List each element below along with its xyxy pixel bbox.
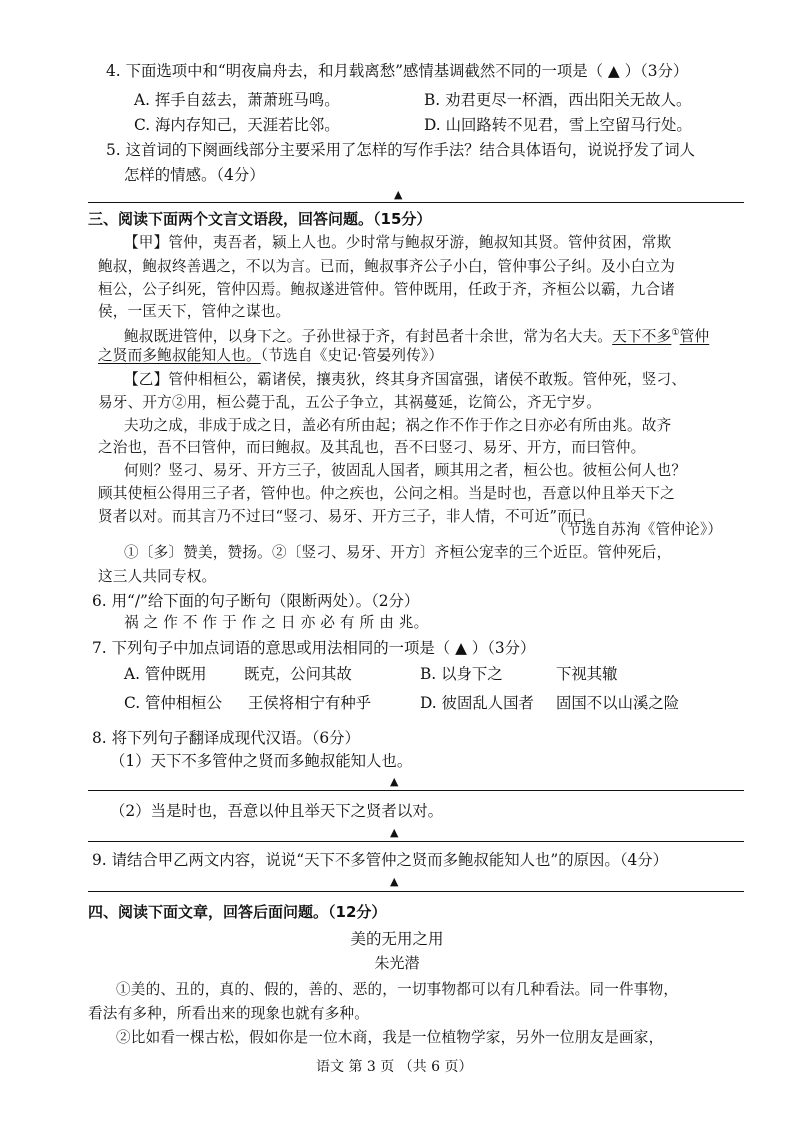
notes-line2: 这三人共同专权。	[98, 568, 217, 585]
jia-paragraph2-line1	[124, 323, 709, 347]
answer-line	[88, 841, 744, 842]
answer-mark: ▲	[394, 188, 403, 201]
q7-stem: 7. 下列句子中加点词语的意思或用法相同的一项是（ ▲ ）（3分）	[92, 639, 536, 657]
jia-paragraph2-line2	[98, 346, 443, 366]
answer-line	[88, 790, 744, 791]
q8-sentence-1: （1）天下不多管仲之贤而多鲍叔能知人也。	[110, 752, 413, 770]
answer-line	[88, 202, 744, 203]
yi-line: 易牙、开方②用，桓公薨于乱，五公子争立，其祸蔓延，讫简公，齐无宁岁。	[98, 394, 601, 411]
yi-source: （节选自苏洵《管仲论》）	[552, 521, 723, 538]
answer-line	[88, 891, 744, 892]
answer-mark: ▲	[390, 775, 399, 788]
article-paragraph-1-line1: ①美的、丑的，真的、假的，善的、恶的，一切事物都可以有几种看法。同一件事物，	[116, 981, 679, 998]
yi-line: 夫功之成，非成于成之日，盖必有所由起；祸之作不作于作之日亦必有所由兆。故齐	[124, 417, 672, 434]
yi-line: 何则？竖刁、易牙、开方三子，彼固乱人国者，顾其用之者，桓公也。彼桓公何人也？	[124, 462, 687, 479]
footnote-marker: ①	[671, 328, 680, 338]
article-author: 朱光潜	[374, 954, 420, 972]
q7-option-c-compare: 王侯将相宁有种乎	[248, 694, 372, 712]
q7-option-a-word: A. 管仲既用	[124, 665, 207, 683]
jia-line: 【甲】管仲，夷吾者，颍上人也。少时常与鲍叔牙游，鲍叔知其贤。管仲贫困，常欺	[124, 234, 672, 251]
q5-stem-line2: 怎样的情感。（4分）	[124, 166, 265, 184]
q6-sentence: 祸 之 作 不 作 于 作 之 日 亦 必 有 所 由 兆。	[124, 614, 429, 631]
q7-option-c-word: C. 管仲相桓公	[124, 694, 222, 712]
q9-stem: 9. 请结合甲乙两文内容，说说“天下不多管仲之贤而多鲍叔能知人也”的原因。（4分）	[92, 851, 669, 869]
yi-line: 顾其使桓公得用三子者，管仲也。仲之疾也，公问之相。当是时也，吾意以仲且举天下之	[98, 485, 675, 502]
article-paragraph-2-line1: ②比如看一棵古松，假如你是一位木商，我是一位植物学家，另外一位朋友是画家，	[116, 1029, 664, 1046]
q4-option-d: D. 山回路转不见君，雪上空留马行处。	[424, 116, 692, 134]
underlined-phrase: 管仲	[679, 327, 710, 345]
q7-option-d-compare: 固国不以山溪之险	[556, 694, 680, 712]
q4-option-c: C. 海内存知己，天涯若比邻。	[134, 116, 340, 134]
q4-stem: 4. 下面选项中和“明夜扁舟去，和月载离愁”感情基调截然不同的一项是（ ▲ ）（3分）	[106, 62, 689, 80]
q7-option-b-word: B. 以身下之	[420, 665, 503, 683]
jia-line: 侯，一匡天下，管仲之谋也。	[98, 303, 291, 320]
yi-line: 【乙】管仲相桓公，霸诸侯，攘夷狄，终其身齐国富强，诸侯不敢叛。管仲死，竖刁、	[124, 371, 687, 388]
q8-stem: 8. 将下列句子翻译成现代汉语。（6分）	[92, 729, 360, 747]
article-title: 美的无用之用	[350, 930, 444, 948]
q6-stem: 6. 用“/”给下面的句子断句（限断两处）。（2分）	[92, 592, 420, 610]
q4-option-a: A. 挥手自兹去，萧萧班马鸣。	[134, 91, 340, 109]
jia-line: 鲍叔，鲍叔终善遇之，不以为言。已而，鲍叔事齐公子小白，管仲事公子纠。及小白立为	[98, 258, 675, 275]
answer-mark: ▲	[390, 875, 399, 888]
notes-line1: ①〔多〕赞美，赞扬。②〔竖刁、易牙、开方〕齐桓公宠幸的三个近臣。管仲死后，	[124, 544, 672, 561]
underlined-phrase: 天下不多	[612, 327, 672, 345]
q4-option-b: B. 劝君更尽一杯酒，西出阳关无故人。	[424, 91, 692, 109]
jia-source: （节选自《史记·管晏列传》）	[260, 347, 444, 364]
q8-sentence-2: （2）当是时也，吾意以仲且举天下之贤者以对。	[110, 802, 443, 820]
yi-line: 贤者以对。而其言乃不过曰“竖刁、易牙、开方三子，非人情，不可近”而已。	[98, 508, 602, 525]
q5-stem-line1: 5. 这首词的下阕画线部分主要采用了怎样的写作手法？结合具体语句，说说抒发了词人	[106, 141, 696, 159]
jia-line: 桓公，公子纠死，管仲囚焉。鲍叔遂进管仲。管仲既用，任政于齐，齐桓公以霸，九合诸	[98, 281, 675, 298]
article-paragraph-1-line2: 看法有多种，所看出来的现象也就有多种。	[88, 1005, 370, 1022]
q7-option-b-compare: 下视其辙	[556, 665, 618, 683]
underlined-phrase: 之贤而多鲍叔能知人也。	[98, 347, 261, 364]
jia-p2-text: 鲍叔既进管仲，以身下之。子孙世禄于齐，有封邑者十余世，常为名大夫。	[124, 327, 613, 345]
answer-mark: ▲	[390, 826, 399, 839]
q7-option-a-compare: 既克，公问其故	[244, 665, 352, 683]
section3-heading: 三、阅读下面两个文言文语段，回答问题。（15分）	[88, 210, 432, 228]
page-footer: 语文 第 3 页 （共 6 页）	[316, 1059, 473, 1075]
section4-heading: 四、阅读下面文章，回答后面问题。（12分）	[88, 903, 387, 921]
q7-option-d-word: D. 彼固乱人国者	[420, 694, 534, 712]
yi-line: 之治也，吾不曰管仲，而曰鲍叔。及其乱也，吾不曰竖刁、易牙、开方，而曰管仲。	[98, 439, 646, 456]
